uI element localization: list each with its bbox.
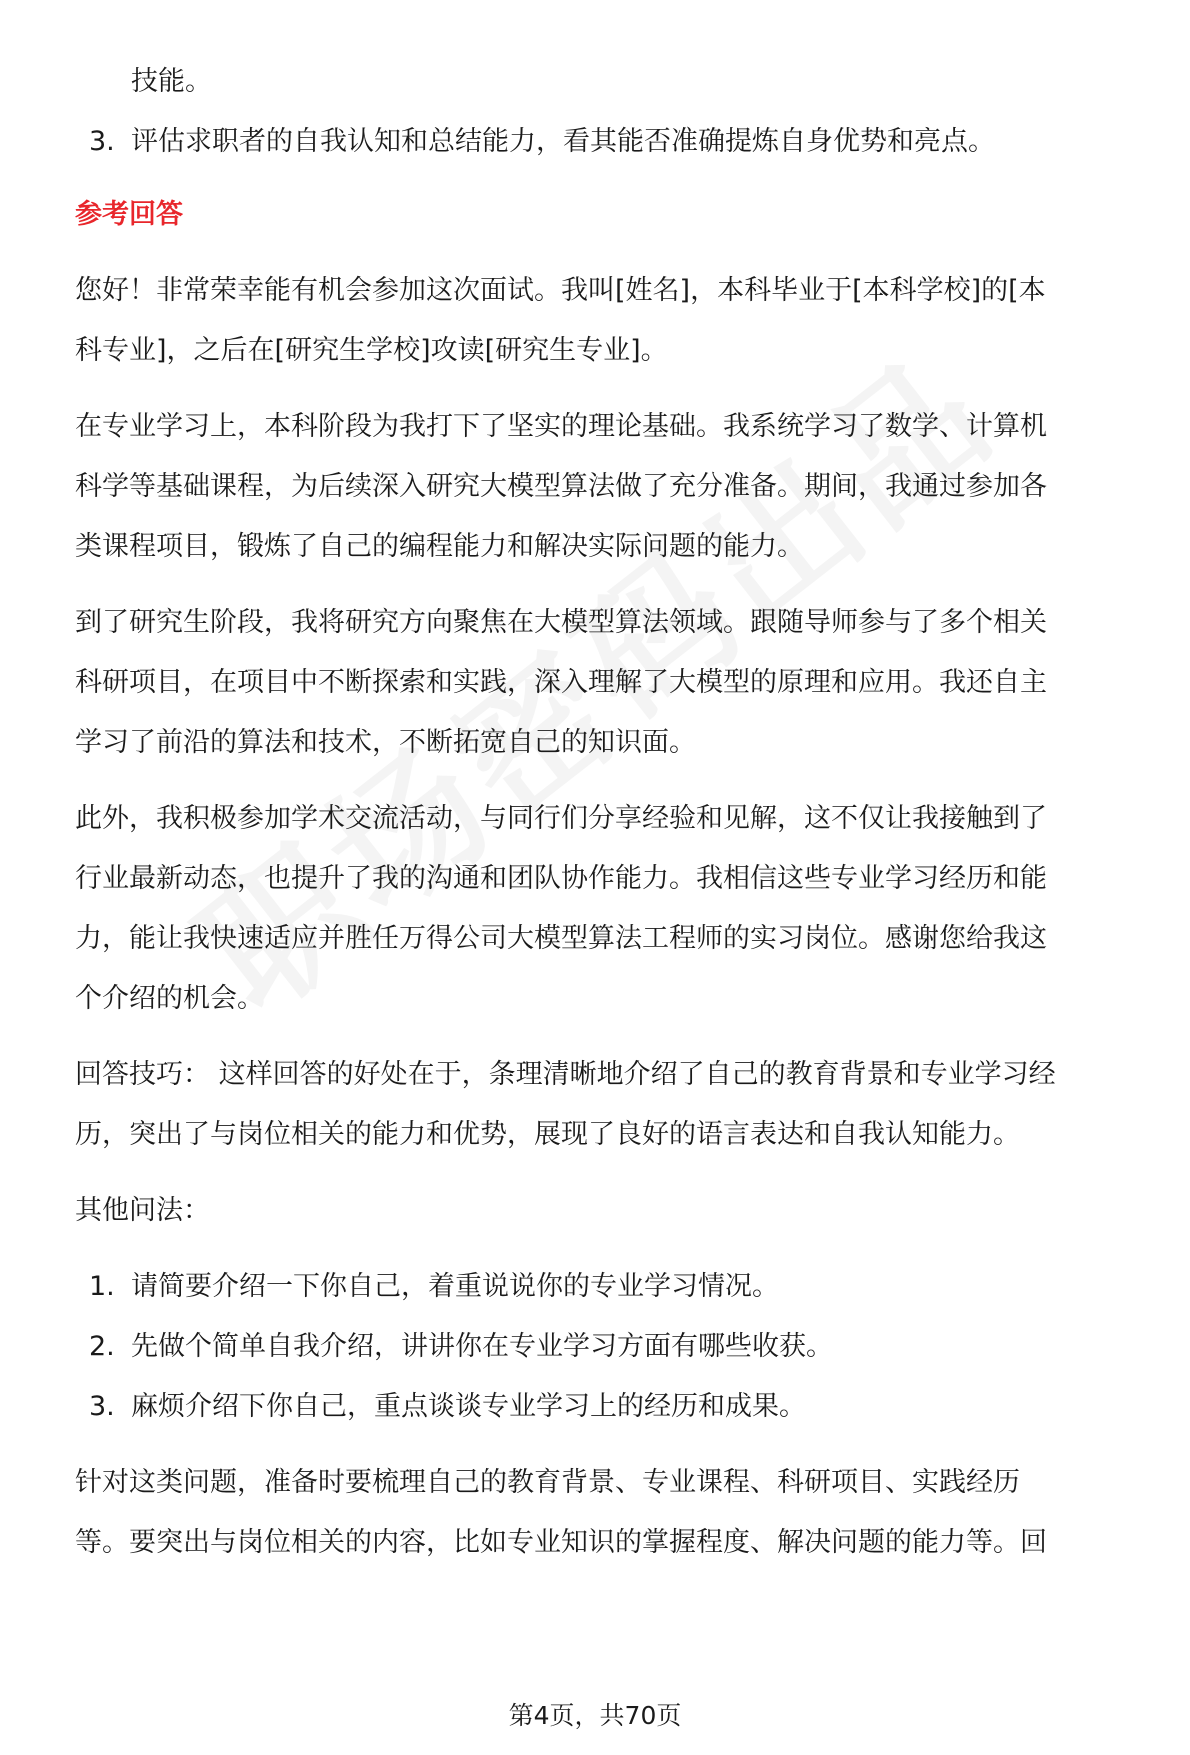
list-item-text: 麻烦介绍下你自己，重点谈谈专业学习上的经历和成果。 [131, 1391, 806, 1422]
paragraph-line: 个介绍的机会。 [75, 983, 264, 1014]
paragraph-line: 此外，我积极参加学术交流活动，与同行们分享经验和见解，这不仅让我接触到了 [75, 803, 1047, 834]
page-number: 第4页，共70页 [508, 1701, 682, 1730]
other-questions-list [75, 1257, 1175, 1437]
list-item-number: 1. [89, 1271, 115, 1302]
list-item-number: 3. [89, 126, 115, 157]
paragraph-line: 力，能让我快速适应并胜任万得公司大模型算法工程师的实习岗位。感谢您给我这 [75, 923, 1047, 954]
tips-paragraph [75, 1045, 1175, 1165]
paragraph-line: 历，突出了与岗位相关的能力和优势，展现了良好的语言表达和自我认知能力。 [75, 1119, 1020, 1150]
list-item [75, 1377, 1175, 1437]
paragraph-line: 学习了前沿的算法和技术，不断拓宽自己的知识面。 [75, 727, 696, 758]
paragraph-line: 行业最新动态，也提升了我的沟通和团队协作能力。我相信这些专业学习经历和能 [75, 863, 1047, 894]
paragraph-line: 科学等基础课程，为后续深入研究大模型算法做了充分准备。期间，我通过参加各 [75, 471, 1047, 502]
list-item-continuation: 技能。 [131, 66, 212, 97]
answer-paragraph [75, 397, 1175, 577]
paragraph-line: 在专业学习上，本科阶段为我打下了坚实的理论基础。我系统学习了数学、计算机 [75, 411, 1047, 442]
list-item-text: 评估求职者的自我认知和总结能力，看其能否准确提炼自身优势和亮点。 [131, 126, 995, 157]
paragraph-line: 等。要突出与岗位相关的内容，比如专业知识的掌握程度、解决问题的能力等。回 [75, 1527, 1047, 1558]
list-item [75, 112, 1175, 172]
list-item [75, 1257, 1175, 1317]
answer-paragraph [75, 789, 1175, 1029]
paragraph-line: 其他问法： [75, 1195, 210, 1226]
closing-paragraph [75, 1453, 1175, 1573]
list-item-number: 2. [89, 1331, 115, 1362]
paragraph-line: 类课程项目，锻炼了自己的编程能力和解决实际问题的能力。 [75, 531, 804, 562]
other-questions-label [75, 1181, 1175, 1241]
list-item-text: 请简要介绍一下你自己，着重说说你的专业学习情况。 [131, 1271, 779, 1302]
paragraph-line: 科研项目，在项目中不断探索和实践，深入理解了大模型的原理和应用。我还自主 [75, 667, 1047, 698]
paragraph-line: 到了研究生阶段，我将研究方向聚焦在大模型算法领域。跟随导师参与了多个相关 [75, 607, 1047, 638]
paragraph-line: 针对这类问题，准备时要梳理自己的教育背景、专业课程、科研项目、实践经历 [75, 1467, 1020, 1498]
section-heading-reference-answer: 参考回答 [75, 199, 183, 230]
paragraph-line: 回答技巧： 这样回答的好处在于，条理清晰地介绍了自己的教育背景和专业学习经 [75, 1059, 1056, 1090]
answer-paragraph [75, 593, 1175, 773]
paragraph-line: 您好！非常荣幸能有机会参加这次面试。我叫[姓名]，本科毕业于[本科学校]的[本 [75, 275, 1046, 306]
list-item-text: 先做个简单自我介绍，讲讲你在专业学习方面有哪些收获。 [131, 1331, 833, 1362]
paragraph-line: 科专业]，之后在[研究生学校]攻读[研究生专业]。 [75, 335, 668, 366]
answer-paragraph [75, 261, 1175, 381]
document-page [75, 52, 1175, 1573]
list-item [75, 1317, 1175, 1377]
list-item-number: 3. [89, 1391, 115, 1422]
